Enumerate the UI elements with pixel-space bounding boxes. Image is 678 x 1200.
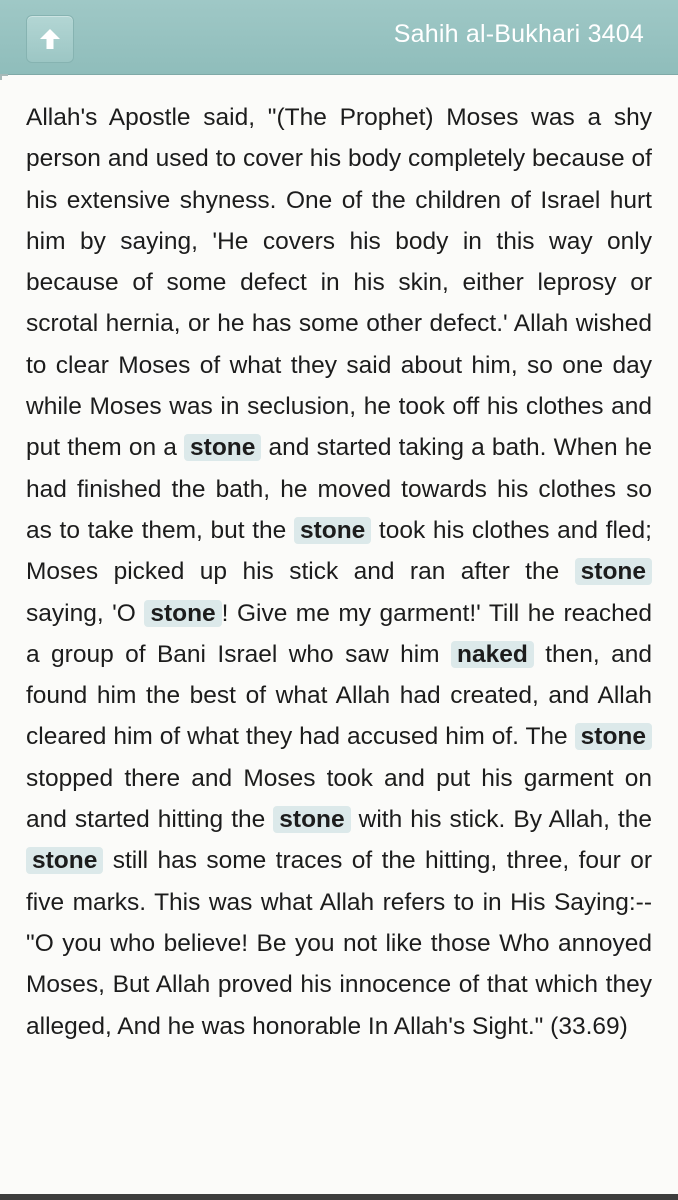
highlighted-term: stone <box>575 558 652 585</box>
highlighted-term: naked <box>451 641 534 668</box>
arrow-up-icon <box>38 27 62 51</box>
hadith-text <box>26 97 652 1047</box>
corner-marker <box>0 74 8 80</box>
highlighted-term: stone <box>273 806 350 833</box>
hadith-text-segment: still has some traces of the hitting, three, four or five marks. This was what Allah refers to in His Saying:-- "O you who believe! Be you not like those Who annoyed Moses, But Allah proved his innocence of that which they alleged, And he was honorable In Allah's Sight." (33.69) <box>26 847 652 1040</box>
highlighted-term: stone <box>294 517 371 544</box>
hadith-text-segment: and started taking a bath. When he had finished the bath, he moved towards his clothes so as to take them, but the <box>26 434 652 544</box>
highlighted-term: stone <box>144 600 221 627</box>
highlighted-term: stone <box>184 434 261 461</box>
hadith-text-segment: saying, 'O <box>26 599 145 627</box>
highlighted-term: stone <box>575 723 652 750</box>
page-title: Sahih al-Bukhari 3404 <box>393 20 644 48</box>
back-button[interactable] <box>26 15 74 63</box>
hadith-text-segment: took his clothes and fled; Moses picked up his stick and ran after the <box>26 516 652 586</box>
hadith-text-segment: then, and found him the best of what Allah had created, and Allah cleared him of what they had accused him of. The <box>26 640 652 751</box>
top-bar <box>0 0 678 75</box>
bottom-edge <box>0 1194 678 1200</box>
hadith-text-segment: with his stick. By Allah, the <box>350 806 652 834</box>
highlighted-term: stone <box>26 847 103 874</box>
hadith-text-segment: Allah's Apostle said, "(The Prophet) Moses was a shy person and used to cover his body completely because of his extensive shyness. One of the children of Israel hurt him by saying, 'He covers his body in this way only because of some defect in his skin, either leprosy or scrotal hernia, or he has some other defect.' Allah wished to clear Moses of what they said about him, so one day while Moses was in seclusion, he took off his clothes and put them on a <box>26 104 652 462</box>
hadith-text-segment: stopped there and Moses took and put his garment on and started hitting the <box>26 764 652 834</box>
hadith-text-segment: ! Give me my garment!' Till he reached a group of Bani Israel who saw him <box>26 599 652 668</box>
